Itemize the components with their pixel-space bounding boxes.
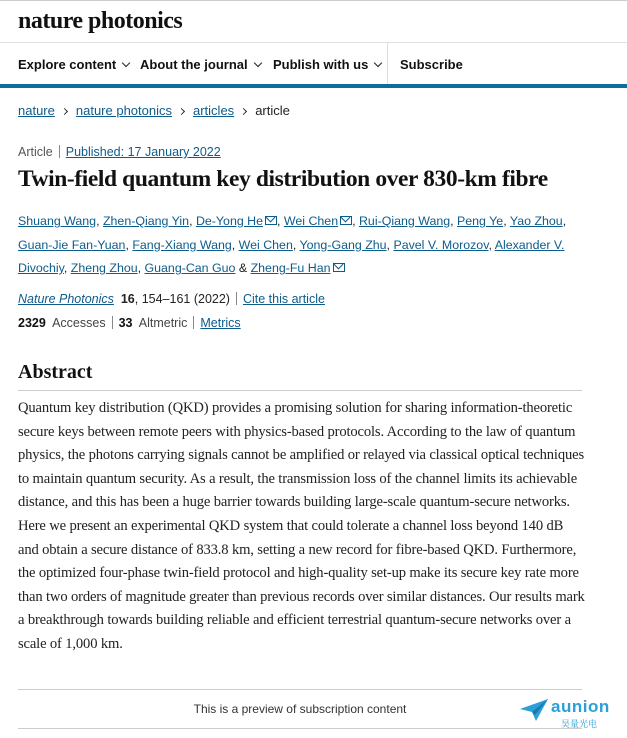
citation-divider [236, 292, 237, 305]
preview-notice [18, 689, 582, 729]
nav-publish-with-us-label: Publish with us [273, 57, 369, 72]
cite-this-article-link[interactable]: Cite this article [242, 292, 325, 306]
watermark-brand: aunion [551, 697, 610, 716]
volume-number: 16 [120, 292, 135, 306]
metrics-link[interactable]: Metrics [200, 316, 241, 330]
preview-notice-text: This is a preview of subscription content [193, 702, 407, 716]
nav-subscribe[interactable] [400, 57, 463, 72]
author-separator: , [231, 237, 239, 252]
author-link[interactable]: Yao Zhou [509, 214, 563, 228]
author-link[interactable]: Zheng-Fu Han [250, 261, 331, 275]
abstract-divider [18, 390, 582, 391]
author-separator: , [96, 214, 103, 228]
author-separator: , [125, 237, 133, 252]
author-separator: , [352, 214, 359, 228]
accesses-label: Accesses [52, 316, 106, 330]
nav-about-journal-label: About the journal [140, 57, 248, 72]
email-icon[interactable] [340, 216, 352, 225]
author-link[interactable]: Yong-Gang Zhu [299, 237, 387, 252]
article-meta [18, 145, 221, 159]
journal-logo[interactable]: nature photonics [18, 8, 183, 34]
accesses-count: 2329 [18, 316, 46, 330]
watermark-subtitle: 昊量光电 [561, 719, 598, 729]
abstract-heading: Abstract [18, 361, 93, 383]
author-link[interactable]: Wei Chen [238, 237, 293, 252]
author-separator: , [277, 214, 284, 228]
article-title: Twin-field quantum key distribution over 830-km fibre [18, 166, 548, 192]
metrics-divider [112, 316, 113, 329]
chevron-right-icon [61, 108, 68, 115]
author-link[interactable]: Shuang Wang [18, 214, 97, 228]
author-link[interactable]: Fang-Xiang Wang [132, 237, 232, 252]
abstract-text: Quantum key distribution (QKD) provides a promising solution for sharing information-theoretic secure keys between remote peers with physics-based protocols. According to the law of quantum physics, the photons carrying signals cannot be amplified or relayed via classical optical techniques to maintain quantum security. As a result, the transmission loss of the channel limits its achievable distance, and this has been a huge barrier towards building large-scale quantum-secure networks. Here we present an experimental QKD system that could tolerate a channel loss beyond 140 dB and obtain a secure distance of 833.8 km, setting a new record for fibre-based QKD. Furthermore, the optimized four-phase twin-field protocol and high-quality set-up make its secure key rate more than two orders of magnitude greater than previous records over similar distances. Our results mark a breakthrough towards building reliable and efficient terrestrial quantum-secure networks over a scale of 1,000 km. [18, 400, 585, 652]
author-link[interactable]: Rui-Qiang Wang [358, 214, 451, 228]
author-separator: , [63, 261, 71, 275]
author-separator: & [235, 261, 251, 275]
watermark [518, 697, 610, 729]
altmetric-count: 33 [118, 316, 133, 330]
author-separator: , [562, 214, 567, 228]
nav-about-journal[interactable] [140, 57, 261, 72]
author-separator: , [292, 237, 300, 252]
main-nav [0, 42, 627, 85]
nav-subscribe-label: Subscribe [400, 57, 463, 72]
breadcrumb-nature-photonics[interactable]: nature photonics [75, 103, 172, 118]
author-link[interactable]: Pavel V. Morozov [393, 237, 489, 252]
breadcrumb [18, 103, 290, 118]
author-list [18, 210, 583, 281]
accent-bar [0, 84, 627, 88]
breadcrumb-articles[interactable]: articles [193, 103, 235, 118]
meta-divider [59, 145, 60, 158]
altmetric-label: Altmetric [138, 316, 188, 330]
chevron-down-icon [122, 59, 130, 67]
author-separator: , [137, 261, 145, 275]
author-link[interactable]: Guang-Can Guo [144, 261, 236, 275]
author-link[interactable]: Zheng Zhou [70, 261, 138, 275]
page-range: , 154–161 (2022) [134, 292, 230, 306]
author-link[interactable]: De-Yong He [195, 214, 264, 228]
author-link[interactable]: Wei Chen [283, 214, 339, 228]
author-separator: , [189, 214, 196, 228]
citation-line [18, 292, 325, 306]
chevron-down-icon [253, 59, 261, 67]
breadcrumb-nature[interactable]: nature [18, 103, 55, 118]
chevron-down-icon [374, 59, 382, 67]
author-separator: , [503, 214, 510, 228]
author-separator: , [450, 214, 458, 228]
chevron-right-icon [240, 108, 247, 115]
journal-name-link[interactable]: Nature Photonics [18, 292, 114, 306]
metrics-line [18, 316, 241, 330]
author-link[interactable]: Guan-Jie Fan-Yuan [18, 237, 126, 252]
nav-publish-with-us[interactable] [273, 57, 381, 72]
email-icon[interactable] [333, 263, 345, 272]
author-separator: , [488, 237, 495, 252]
breadcrumb-article: article [255, 103, 290, 118]
author-link[interactable]: Peng Ye [457, 214, 504, 228]
author-separator: , [386, 237, 394, 252]
top-border [0, 0, 627, 1]
chevron-right-icon [178, 108, 185, 115]
author-link[interactable]: Zhen-Qiang Yin [102, 214, 190, 228]
email-icon[interactable] [265, 216, 277, 225]
paper-plane-icon [518, 697, 550, 723]
nav-divider [387, 43, 388, 85]
nav-explore-content[interactable] [18, 57, 129, 72]
nav-explore-content-label: Explore content [18, 57, 117, 72]
author-link[interactable]: Alexander V. Divochiy [18, 237, 565, 275]
published-date-link[interactable]: Published: 17 January 2022 [65, 145, 221, 159]
article-type: Article [18, 145, 53, 159]
metrics-divider [193, 316, 194, 329]
